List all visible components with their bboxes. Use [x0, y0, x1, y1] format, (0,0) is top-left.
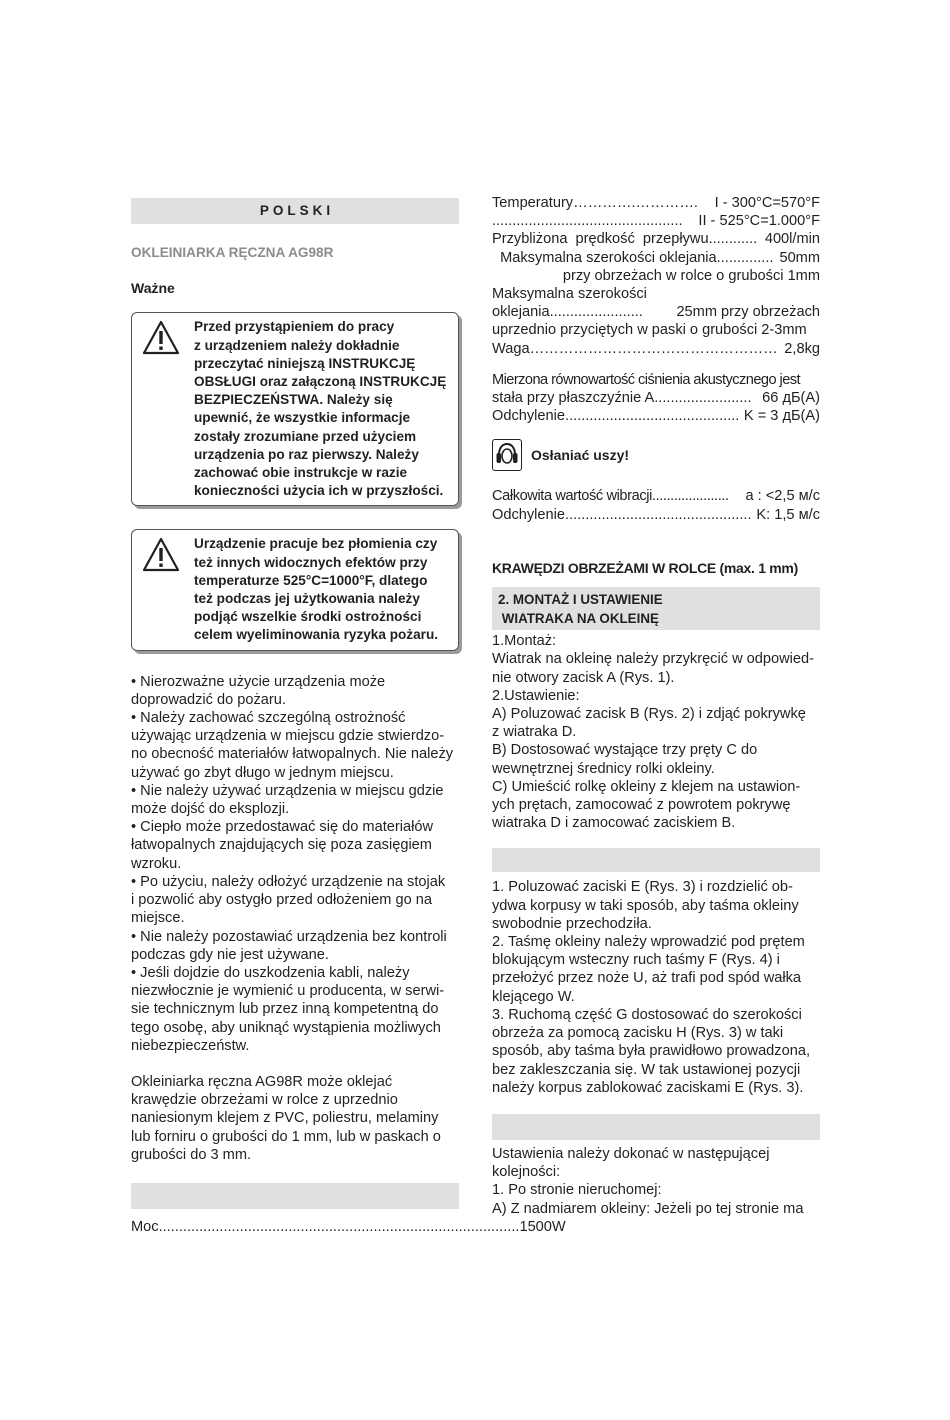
important-heading: Ważne [131, 280, 175, 297]
bullet-line: i pozwolić aby ostygło przed odłożeniem go na [131, 892, 432, 909]
spec-value: II - 525°C=1.000°F [698, 213, 820, 230]
ear-protection-icon [492, 439, 522, 471]
spec-row [492, 267, 820, 285]
bullet-line: niezwłocznie je wymienić u producenta, w serwi- [131, 983, 445, 1000]
section3-line: należy korpus zablokować zaciskami E (Rys. 3). [492, 1079, 804, 1096]
section3-line: ydwa korpusy w taki sposób, aby taśma okleiny [492, 897, 799, 914]
section3-line: blokującym wsteczny ruch taśmy F (Rys. 4) i [492, 952, 780, 969]
assembly-title-1: 2. MONTAŻ I USTAWIENIE [498, 592, 663, 608]
spec-max-width-2: oklejania....................... 25mm przy obrzeżach [492, 304, 820, 321]
description-line: grubości do 3 mm. [131, 1146, 252, 1163]
section3-line: obrzeża za pomocą zacisku H (Rys. 3) w taki [492, 1025, 784, 1042]
spec-row [492, 194, 820, 212]
edges-title: KRAWĘDZI OBRZEŻAMI W ROLCE (max. 1 mm) [492, 559, 798, 576]
bullet-line: łatwopalnych znajdujących się poza zasięgiem [131, 837, 432, 854]
assembly-line: ych prętach, zamocować z powrotem pokrywę [492, 797, 791, 814]
description-line: naniesionym klejem z PVC, poliestru, melaminy [131, 1110, 439, 1127]
warning-box-instructions [131, 312, 459, 506]
language-title: POLSKI [131, 198, 459, 224]
description-line: lub forniru o grubości do 1 mm, lub w paskach o [131, 1128, 441, 1145]
description-line: Okleiniarka ręczna AG98R może oklejać [131, 1073, 393, 1090]
spec-weight: Waga…………………………………………… 2,8kg [492, 340, 820, 357]
section3-line: swobodnie przechodziła. [492, 915, 652, 932]
warning-line: upewnić, że wszystkie informacje [194, 410, 411, 426]
assembly-line: 1.Montaż: [492, 633, 557, 650]
bullet-line: no obecność materiałów łatwopalnych. Nie należy [131, 746, 454, 763]
spec-label: Temperatury………….…………. [492, 195, 698, 211]
section3-line: przełożyć przez noże U, aż trafi pod spód wałka [492, 970, 802, 987]
bullet-line: • Ciepło może przedostawać się do materiałów [131, 819, 433, 836]
warning-line: Przed przystąpieniem do pracy [194, 319, 395, 335]
section3-line: 2. Taśmę okleiny należy wprowadzić pod prętem [492, 934, 805, 951]
assembly-line: wiatraka D i zamocować zaciskiem B. [492, 815, 736, 832]
warning-line: podjąć wszelkie środki ostrożności [194, 609, 422, 625]
assembly-line: C) Umieścić rolkę okleiny z klejem na ustawion- [492, 778, 801, 795]
spec-label: Maksymalna szerokości oklejania.............. [492, 249, 774, 266]
warning-line: zostały zrozumiane przed użyciem [194, 428, 417, 444]
section4-band [492, 1114, 820, 1140]
section3-line: bez zakleszczania się. W tak ustawionej pozycji [492, 1061, 801, 1078]
warning-line: urządzenia po raz pierwszy. Należy [194, 446, 419, 462]
section3-line: klejącego W. [492, 988, 575, 1005]
warning-line: przeczytać niniejszą INSTRUKCJĘ [194, 355, 416, 371]
section3-text [492, 878, 820, 1096]
bullet-line: wzroku. [131, 855, 182, 872]
bullet-line: miejsce. [131, 910, 185, 927]
warning-line: też podczas jej użytkowania należy [194, 591, 420, 607]
bullet-line: niebezpieczeństw. [131, 1037, 250, 1054]
spec-power-value: 1500W [519, 1218, 566, 1235]
spec-label: Przybliżona prędkość przepływu............ [492, 231, 758, 248]
assembly-title-2: WIATRAKA NA OKLEINĘ [498, 610, 659, 626]
bullet-line: doprowadzić do pożaru. [131, 691, 286, 708]
warning-box-fire [131, 529, 459, 650]
warning-line: też innych widocznych efektów przy [194, 554, 428, 570]
section4-line: Ustawienia należy dokonać w następującej [492, 1145, 770, 1162]
warning-line: OBSŁUGI oraz załączoną INSTRUKCJĘ [194, 374, 447, 390]
assembly-line: A) Poluzować zacisk B (Rys. 2) i zdjąć pokrywkę [492, 706, 806, 723]
vibration-deviation: Odchylenie.............................................. K: 1,5 м/с [492, 506, 820, 523]
safety-bullets [131, 673, 459, 1055]
right-column [492, 194, 820, 1218]
warning-line: celem wyeliminowania ryzyka pożaru. [194, 627, 439, 643]
bullet-line: • Po użyciu, należy odłożyć urządzenie na stojak [131, 873, 446, 890]
specs-band [131, 1183, 459, 1209]
warning-line: temperaturze 525°C=1000°F, dlatego [194, 572, 428, 588]
product-title: OKLEINIARKA RĘCZNA AG98R [131, 245, 334, 260]
spec-label: ............................................... [492, 213, 683, 230]
ear-protection-label: Osłaniać uszy! [531, 447, 630, 464]
noise-line-2: stała przy płaszczyźnie A........................ 66 дБ(A) [492, 390, 820, 407]
bullet-line: używając urządzenia w miejscu gdzie stwierdzo- [131, 728, 445, 745]
warning-line: konieczności użycia ich w przyszłości. [194, 483, 444, 499]
warning-triangle-icon [142, 320, 180, 356]
section4-line: A) Z nadmiarem okleiny: Jeżeli po tej stronie ma [492, 1200, 804, 1217]
warning-line: zachować obie instrukcje w razie [194, 465, 408, 481]
bullet-line: • Należy zachować szczególną ostrożność [131, 710, 406, 727]
bullet-line: używać go zbyt długo w jednym miejscu. [131, 764, 394, 781]
assembly-line: Wiatrak na okleinę należy przykręcić w odpowied- [492, 651, 815, 668]
spec-value: 400l/min [764, 231, 820, 248]
section4-text [492, 1145, 820, 1218]
spec-value: przy obrzeżach w rolce o grubości 1mm [562, 267, 820, 284]
assembly-line: nie otwory zacisk A (Rys. 1). [492, 669, 675, 686]
warning-line: BEZPIECZEŃSTWA. Należy się [194, 392, 393, 408]
spec-row [492, 212, 820, 230]
assembly-line: z wiatraka D. [492, 724, 577, 741]
section3-line: 3. Ruchomą część G dostosować do szerokości [492, 1006, 802, 1023]
assembly-line: 2.Ustawienie: [492, 687, 580, 704]
spec-value: 50mm [779, 249, 820, 266]
noise-line-1: Mierzona równowartość ciśnienia akustycznego jest [492, 371, 801, 388]
bullet-line: • Nierozważne użycie urządzenia może [131, 673, 386, 690]
noise-line-3: Odchylenie........................................... K = 3 дБ(A) [492, 408, 820, 425]
description-line: krawędzie obrzeżami w rolce z uprzednio [131, 1092, 398, 1109]
spec-row [492, 249, 820, 267]
assembly-line: B) Dostosować wystające trzy pręty C do [492, 742, 758, 759]
bullet-line: • Nie należy używać urządzenia w miejscu gdzie [131, 782, 444, 799]
product-description [131, 1073, 459, 1164]
spec-max-width: Maksymalna szerokości [492, 286, 647, 303]
warning-line: Urządzenie pracuje bez płomienia czy [194, 536, 438, 552]
section4-line: kolejności: [492, 1164, 561, 1181]
assembly-band [492, 587, 820, 630]
spec-power-label: Moc......................................................................................... [131, 1218, 520, 1235]
assembly-text [492, 632, 820, 832]
spec-list [492, 194, 820, 285]
bullet-line: może dojść do eksplozji. [131, 801, 290, 818]
section3-band [492, 848, 820, 872]
spec-max-width-3: uprzednio przyciętych w paski o grubości 2-3mm [492, 322, 807, 339]
bullet-line: podczas gdy nie jest używane. [131, 946, 329, 963]
bullet-line: • Jeśli dojdzie do uszkodzenia kabli, należy [131, 964, 410, 981]
ear-protection [492, 439, 820, 471]
warning-triangle-icon [142, 537, 180, 573]
spec-value: I - 300°C=570°F [714, 195, 820, 211]
section3-line: 1. Poluzować zaciski E (Rys. 3) i rozdzielić ob- [492, 879, 793, 896]
vibration: Całkowita wartość wibracji..................... a : <2,5 м/с [492, 488, 820, 505]
bullet-line: sie technicznym lub przez inną kompetentną do [131, 1001, 439, 1018]
bullet-line: tego osobę, aby uniknąć wystąpienia możliwych [131, 1019, 441, 1036]
section3-line: sposób, aby taśma była prawidłowo prowadzona, [492, 1043, 810, 1060]
bullet-line: • Nie należy pozostawiać urządzenia bez kontroli [131, 928, 447, 945]
spec-row [492, 230, 820, 248]
warning-line: z urządzeniem należy dokładnie [194, 337, 400, 353]
spec-power [131, 1218, 566, 1236]
section4-line: 1. Po stronie nieruchomej: [492, 1182, 662, 1199]
assembly-line: wewnętrznej średnicy rolki okleiny. [492, 760, 715, 777]
